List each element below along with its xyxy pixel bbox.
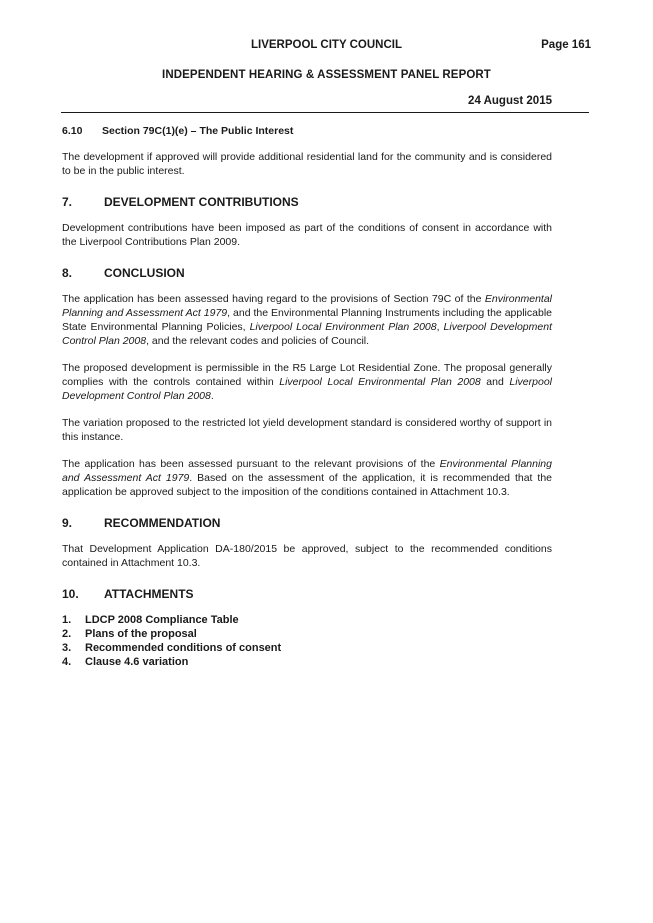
header-divider xyxy=(61,112,589,113)
section-title: ATTACHMENTS xyxy=(104,587,194,601)
list-item: 1. LDCP 2008 Compliance Table xyxy=(62,614,239,626)
section-9-heading xyxy=(62,516,552,530)
report-title: INDEPENDENT HEARING & ASSESSMENT PANEL REPORT xyxy=(162,69,491,81)
section-7-heading xyxy=(62,195,552,209)
section-number: 6.10 xyxy=(62,125,83,137)
section-number: 9. xyxy=(62,516,73,530)
section-6-10-heading xyxy=(62,125,552,137)
list-item: 2. Plans of the proposal xyxy=(62,628,197,640)
section-10-heading xyxy=(62,587,552,601)
conclusion-paragraph-1: The application has been assessed having regard to the provisions of Section 79C of the Environmental Planning and Assessment Act 1979, and the Environmental Planning Instruments including the applicable State Environmental Planning Policies, Liverpool Local Environment Plan 2008, Liverpool Development Control Plan 2008, and the relevant codes and policies of Council. xyxy=(62,293,552,347)
section-7-paragraph: Development contributions have been imposed as part of the conditions of consent in accordance with the Liverpool Contributions Plan 2009. xyxy=(62,222,552,248)
conclusion-paragraph-2: The proposed development is permissible in the R5 Large Lot Residential Zone. The proposal generally complies with the controls contained within Liverpool Local Environmental Plan 2008 and Liverpool Development Control Plan 2008. xyxy=(62,362,552,402)
report-date: 24 August 2015 xyxy=(468,95,552,107)
section-8-heading xyxy=(62,266,552,280)
section-number: 7. xyxy=(62,195,73,209)
section-number: 8. xyxy=(62,266,73,280)
conclusion-paragraph-4: The application has been assessed pursuant to the relevant provisions of the Environmental Planning and Assessment Act 1979. Based on the assessment of the application, it is recommended that the application be approved subject to the imposition of the conditions contained in Attachment 10.3. xyxy=(62,458,552,498)
page-number: Page 161 xyxy=(541,39,591,51)
section-title: DEVELOPMENT CONTRIBUTIONS xyxy=(104,195,299,209)
section-title: Section 79C(1)(e) – The Public Interest xyxy=(102,125,294,137)
recommendation-paragraph: That Development Application DA-180/2015 be approved, subject to the recommended conditions contained in Attachment 10.3. xyxy=(62,543,552,569)
council-name: LIVERPOOL CITY COUNCIL xyxy=(250,39,402,51)
attachments-list xyxy=(62,613,552,669)
section-title: CONCLUSION xyxy=(104,266,185,280)
section-6-10-paragraph: The development if approved will provide additional residential land for the community and is considered to be in the public interest. xyxy=(62,151,552,177)
section-title: RECOMMENDATION xyxy=(104,516,221,530)
section-number: 10. xyxy=(62,587,79,601)
report-body xyxy=(62,125,552,669)
list-item: 3. Recommended conditions of consent xyxy=(62,642,282,654)
conclusion-paragraph-3: The variation proposed to the restricted lot yield development standard is considered worthy of support in this instance. xyxy=(62,417,552,443)
list-item: 4. Clause 4.6 variation xyxy=(62,656,189,668)
